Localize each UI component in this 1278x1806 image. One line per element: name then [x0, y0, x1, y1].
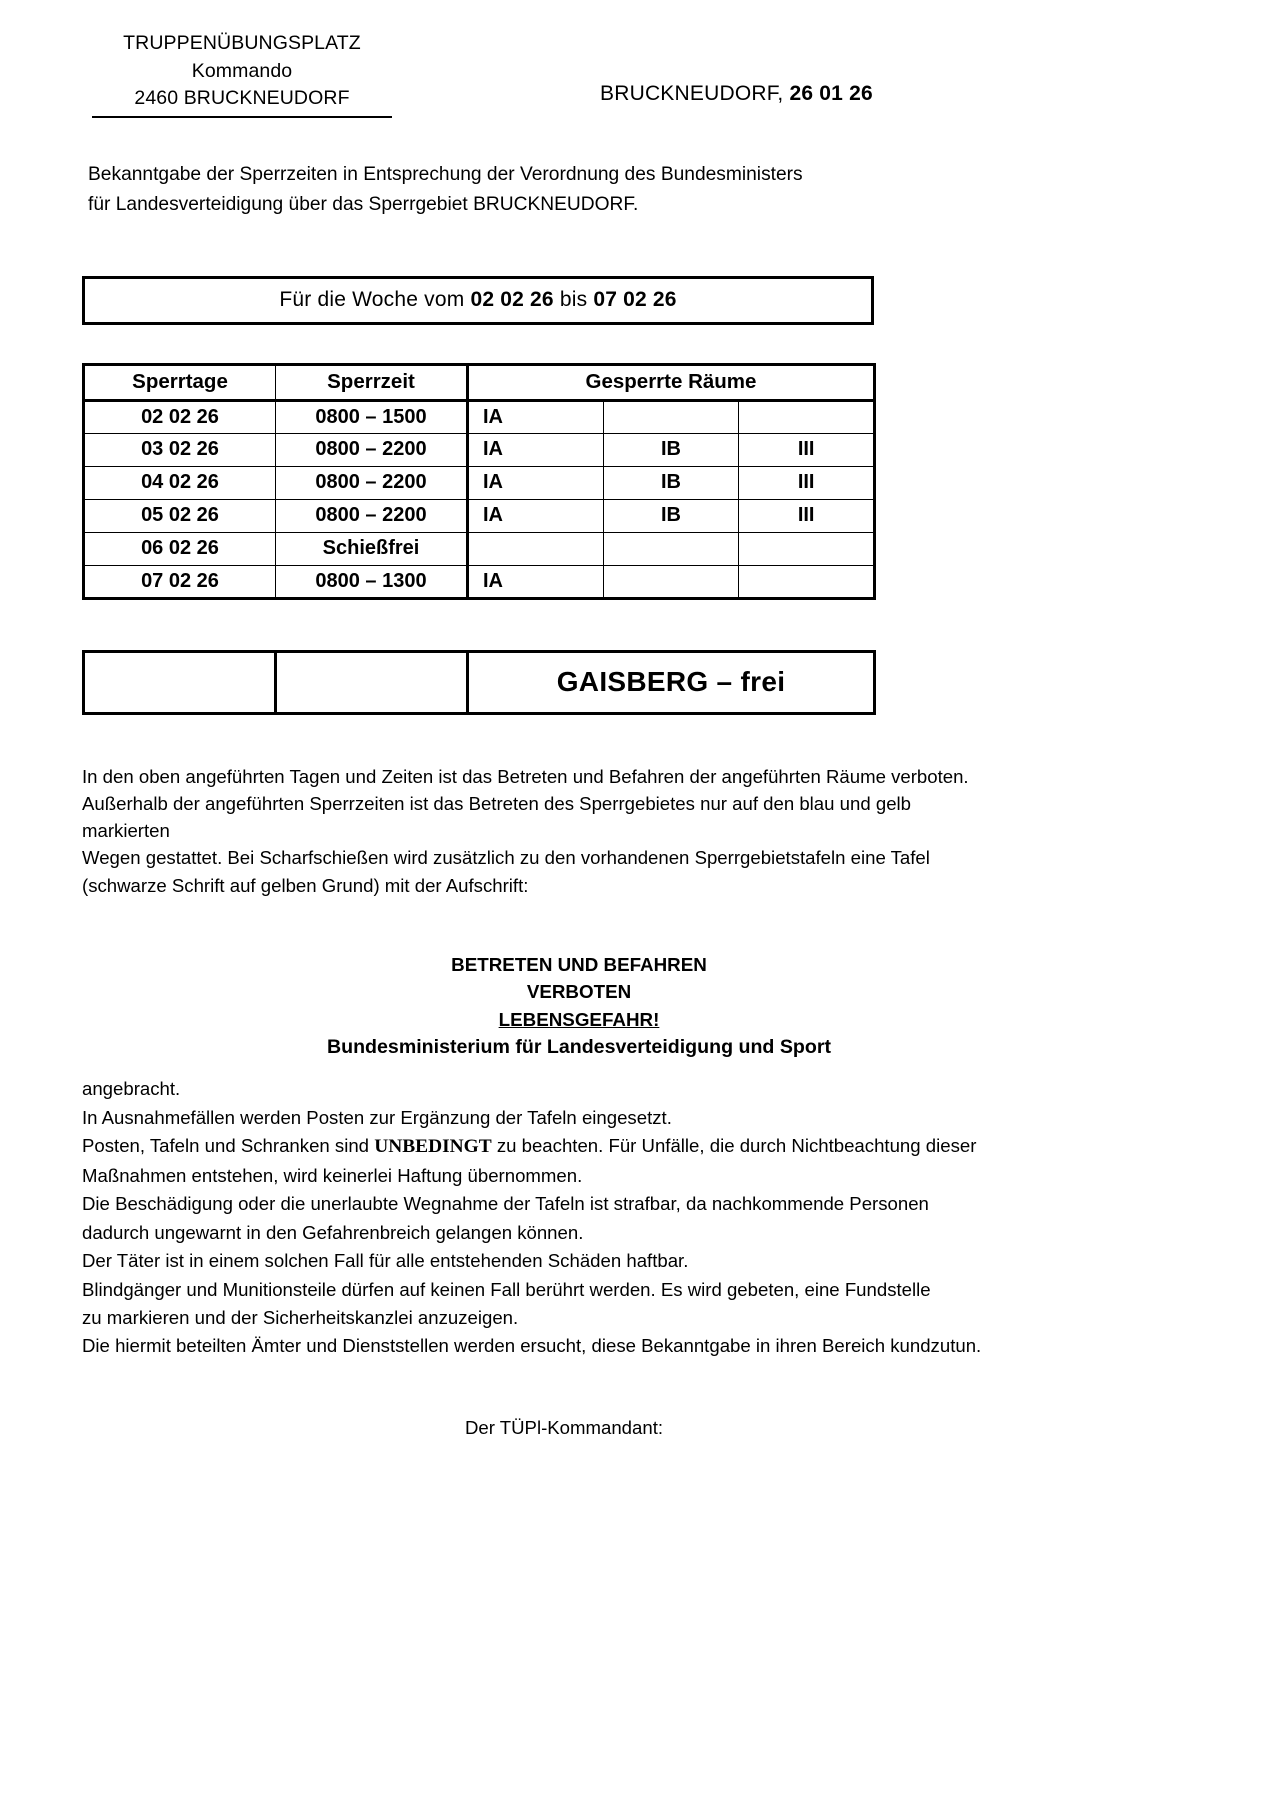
tail-line-2: In Ausnahmefällen werden Posten zur Ergänzung der Tafeln eingesetzt. [82, 1106, 672, 1128]
issuing-authority-block [92, 30, 392, 118]
week-from-date: 02 02 26 [470, 287, 554, 311]
cell-room-1: IA [468, 400, 604, 433]
warning-sign-text [0, 951, 1278, 1061]
gaisberg-status-box [82, 650, 876, 715]
gaisberg-table [82, 650, 876, 715]
table-row [84, 499, 875, 532]
week-middle: bis [553, 287, 594, 311]
tail-line-3 [82, 1132, 1002, 1162]
legal-notes [82, 1075, 1002, 1361]
body-line-2: Außerhalb der angeführten Sperrzeiten ist das Betreten des Sperrgebietes nur auf den blau und gelb markierten [82, 792, 912, 842]
tail-line-5: Die Beschädigung oder die unerlaubte Wegnahme der Tafeln ist strafbar, da nachkommende Personen [82, 1193, 929, 1215]
cell-room-3 [739, 400, 875, 433]
table-row [84, 532, 875, 565]
gaisberg-empty-cell-a [84, 651, 276, 713]
cell-time: 0800 – 1300 [276, 565, 468, 598]
cell-day: 04 02 26 [84, 466, 276, 499]
tail-line-7: Der Täter ist in einem solchen Fall für alle entstehenden Schäden haftbar. [82, 1250, 689, 1272]
signature-line: Der TÜPl-Kommandant: [464, 1416, 664, 1438]
header-sperrtage: Sperrtage [84, 364, 276, 400]
cell-room-3 [739, 532, 875, 565]
sign-line-1: BETRETEN UND BEFAHREN [451, 954, 707, 976]
week-prefix: Für die Woche vom [279, 287, 471, 311]
cell-room-1 [468, 532, 604, 565]
document-header [0, 0, 1278, 122]
cell-time: 0800 – 2200 [276, 466, 468, 499]
sign-line-2: VERBOTEN [526, 981, 632, 1003]
cell-room-3 [739, 565, 875, 598]
cell-room-2 [603, 565, 739, 598]
cell-room-1: IA [468, 433, 604, 466]
cell-time: 0800 – 1500 [276, 400, 468, 433]
tail-line-4: Maßnahmen entstehen, wird keinerlei Haftung übernommen. [82, 1164, 583, 1186]
body-line-4: (schwarze Schrift auf gelben Grund) mit der Aufschrift: [82, 874, 529, 896]
tail-line-1: angebracht. [82, 1078, 181, 1100]
tail-line-9: zu markieren und der Sicherheitskanzlei anzuzeigen. [82, 1307, 519, 1329]
tail-line-10: Die hiermit beteilten Ämter und Dienststellen werden ersucht, diese Bekanntgabe in ihren Bereich kundzutun. [82, 1335, 982, 1357]
cell-day: 05 02 26 [84, 499, 276, 532]
authority-line-2: Kommando [191, 59, 293, 82]
body-line-3: Wegen gestattet. Bei Scharfschießen wird zusätzlich zu den vorhandenen Sperrgebietstafeln eine Tafel [82, 847, 930, 869]
cell-room-2: IB [603, 466, 739, 499]
header-sperrzeit: Sperrzeit [276, 364, 468, 400]
table-row [84, 400, 875, 433]
authority-line-3: 2460 BRUCKNEUDORF [134, 87, 350, 110]
cell-time: 0800 – 2200 [276, 433, 468, 466]
week-to-date: 07 02 26 [593, 287, 677, 311]
cell-day: 06 02 26 [84, 532, 276, 565]
cell-room-2: IB [603, 499, 739, 532]
gaisberg-empty-cell-b [276, 651, 468, 713]
cell-room-1: IA [468, 499, 604, 532]
document-date: 26 01 26 [789, 82, 873, 105]
intro-line-1: Bekanntgabe der Sperrzeiten in Entsprechung der Verordnung des Bundesministers [88, 164, 803, 185]
header-gesperrte-raeume: Gesperrte Räume [468, 364, 875, 400]
cell-room-2 [603, 532, 739, 565]
place-label: BRUCKNEUDORF, [600, 82, 784, 105]
table-row [84, 466, 875, 499]
sign-line-3-danger: LEBENSGEFAHR! [498, 1008, 660, 1030]
cell-day: 07 02 26 [84, 565, 276, 598]
closure-table [82, 363, 876, 600]
authority-line-1: TRUPPENÜBUNGSPLATZ [123, 32, 361, 54]
cell-room-2 [603, 400, 739, 433]
table-row [84, 433, 875, 466]
table-row [84, 565, 875, 598]
tail-line-3-part-a: Posten, Tafeln und Schranken sind [82, 1135, 375, 1157]
place-and-date [600, 82, 873, 106]
authority-underline [92, 116, 392, 118]
closure-schedule [82, 363, 876, 600]
cell-room-2: IB [603, 433, 739, 466]
cell-day: 03 02 26 [84, 433, 276, 466]
body-line-1: In den oben angeführten Tagen und Zeiten ist das Betreten und Befahren der angeführten Räume verboten. [82, 765, 969, 787]
cell-room-1: IA [468, 466, 604, 499]
table-header-row [84, 364, 875, 400]
cell-room-3: III [739, 433, 875, 466]
cell-time: Schießfrei [276, 532, 468, 565]
cell-room-3: III [739, 466, 875, 499]
week-range-banner [82, 276, 874, 325]
cell-day: 02 02 26 [84, 400, 276, 433]
cell-time: 0800 – 2200 [276, 499, 468, 532]
cell-room-3: III [739, 499, 875, 532]
regulations-paragraph [82, 763, 992, 900]
intro-line-2: für Landesverteidigung über das Sperrgebiet BRUCKNEUDORF. [88, 193, 639, 215]
tail-line-6: dadurch ungewarnt in den Gefahrenbreich gelangen können. [82, 1221, 584, 1243]
tail-line-3-part-b: zu beachten. Für Unfälle, die durch Nichtbeachtung dieser [491, 1135, 977, 1157]
gaisberg-row [84, 651, 875, 713]
intro-paragraph [88, 160, 968, 220]
cell-room-1: IA [468, 565, 604, 598]
gaisberg-notice: GAISBERG – frei [468, 651, 875, 713]
sign-line-4-ministry: Bundesministerium für Landesverteidigung und Sport [326, 1035, 832, 1058]
tail-emphasis-unbedingt: UNBEDINGT [374, 1136, 492, 1158]
tail-line-8: Blindgänger und Munitionsteile dürfen auf keinen Fall berührt werden. Es wird gebeten, eine Fundstelle [82, 1278, 931, 1300]
